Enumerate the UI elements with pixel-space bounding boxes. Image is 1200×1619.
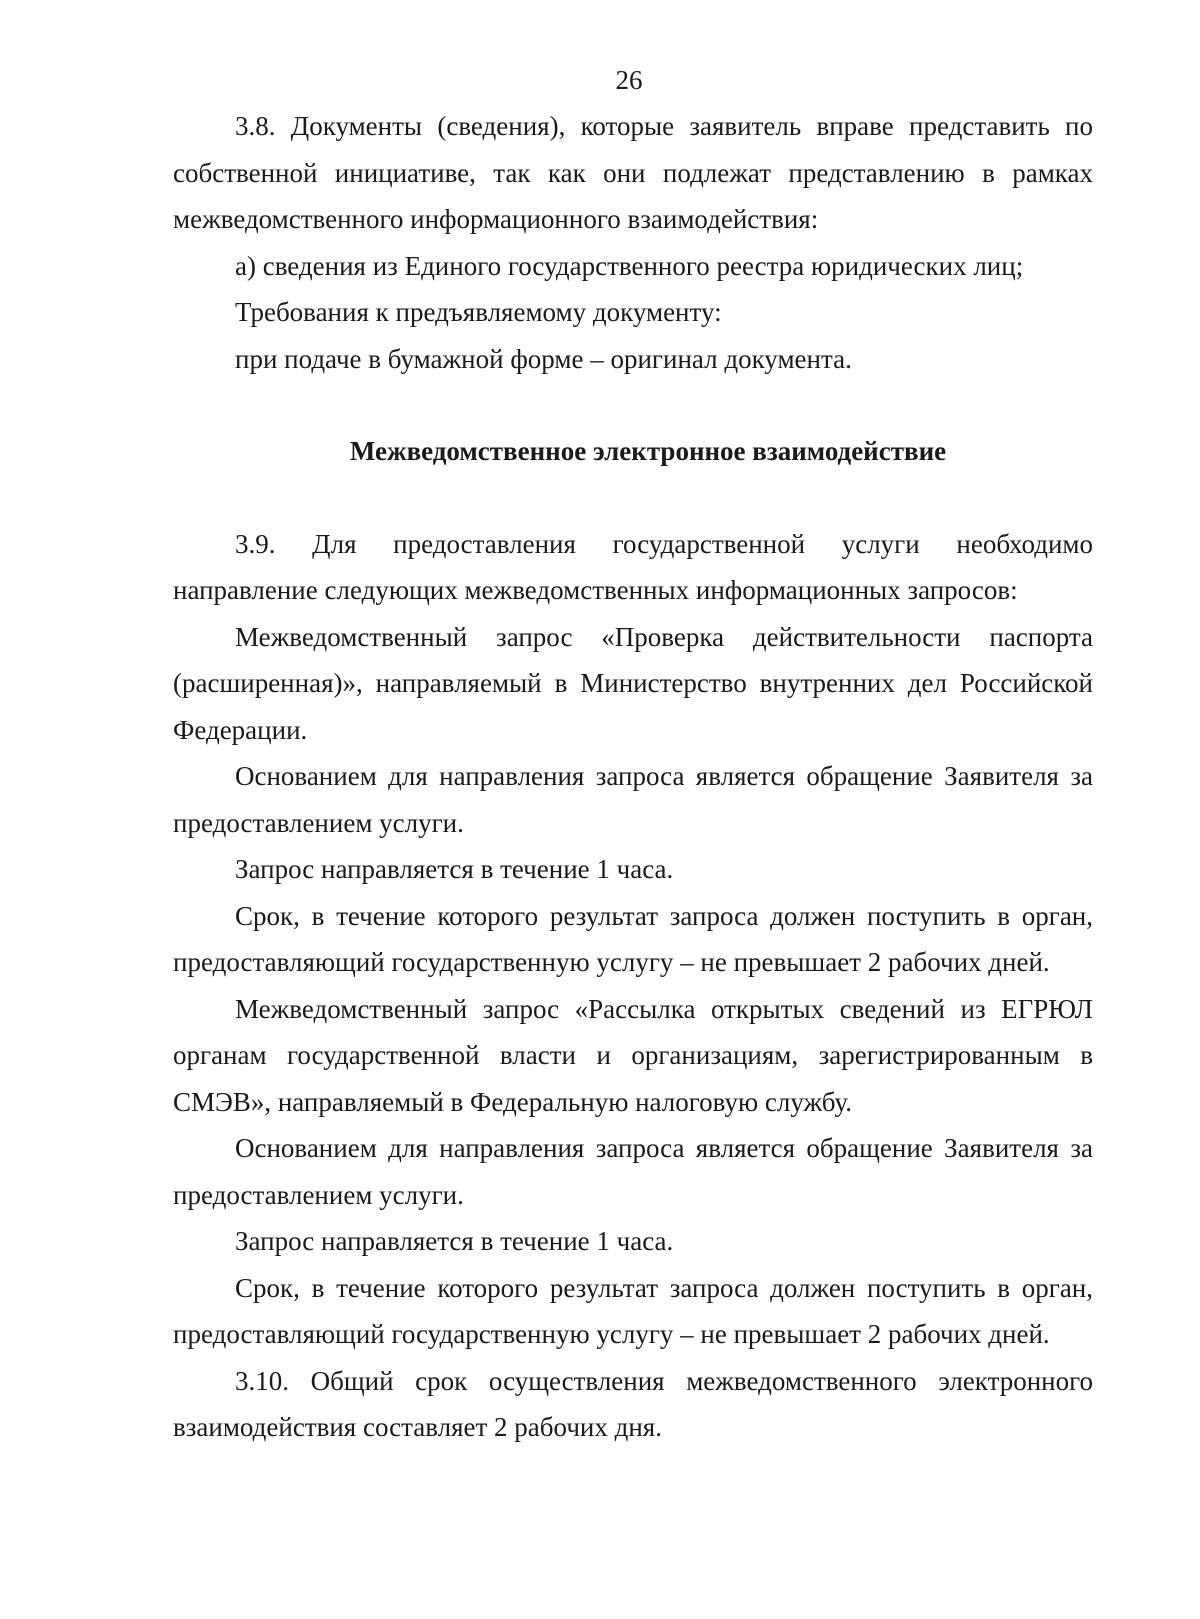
- paragraph-3-10: 3.10. Общий срок осуществления межведомственного электронного взаимодействия составляет 2 рабочих дня.: [173, 1365, 1093, 1442]
- paragraph-paper-form: при подаче в бумажной форме – оригинал документа.: [235, 343, 852, 374]
- paragraph-3-9: 3.9. Для предоставления государственной услуги необходимо направление следующих межведомственных информационных запросов:: [173, 528, 1093, 605]
- paragraph-request-passport: Межведомственный запрос «Проверка действительности паспорта (расширенная)», направляемый в Министерство внутренних дел Российской Федерации.: [173, 621, 1093, 745]
- section-heading: Межведомственное электронное взаимодействие: [349, 436, 947, 466]
- paragraph-request-egrul: Межведомственный запрос «Рассылка открытых сведений из ЕГРЮЛ органам государственной власти и организациям, зарегистрированным в СМЭВ», направляемый в Федеральную налоговую службу.: [173, 993, 1093, 1117]
- paragraph-sent-within-1: Запрос направляется в течение 1 часа.: [235, 854, 674, 884]
- paragraph-basis-1: Основанием для направления запроса является обращение Заявителя за предоставлением услуги.: [173, 761, 1093, 838]
- paragraph-deadline-2: Срок, в течение которого результат запроса должен поступить в орган, предоставляющий государственную услугу – не превышает 2 рабочих дней.: [173, 1272, 1093, 1349]
- paragraph-basis-2: Основанием для направления запроса является обращение Заявителя за предоставлением услуги.: [173, 1133, 1093, 1210]
- paragraph-item-a: а) сведения из Единого государственного реестра юридических лиц;: [235, 250, 1024, 281]
- document-body: [173, 103, 1093, 1451]
- paragraph-3-8: 3.8. Документы (сведения), которые заявитель вправе представить по собственной инициативе, так как они подлежат представлению в рамках межведомственного информационного взаимодействия:: [173, 111, 1093, 234]
- paragraph-sent-within-2: Запрос направляется в течение 1 часа.: [235, 1226, 674, 1256]
- page-number: 26: [615, 65, 643, 95]
- paragraph-deadline-1: Срок, в течение которого результат запроса должен поступить в орган, предоставляющий государственную услугу – не превышает 2 рабочих дней.: [173, 900, 1093, 977]
- paragraph-requirements: Требования к предъявляемому документу:: [235, 297, 722, 327]
